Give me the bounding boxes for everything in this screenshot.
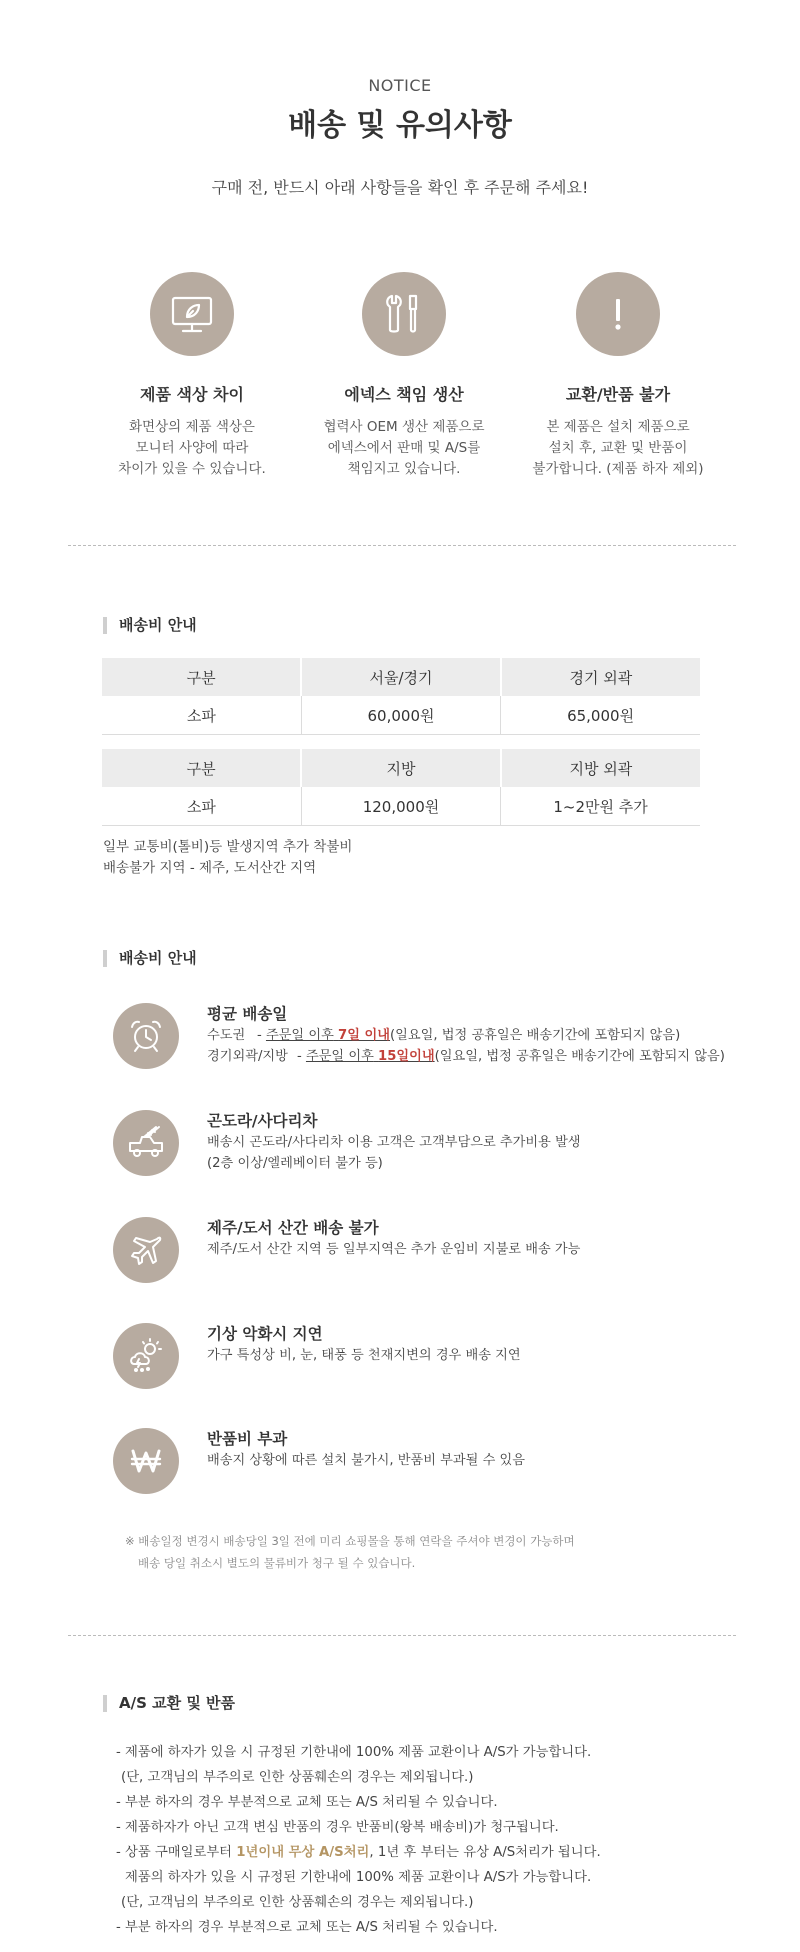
line-rest: (일요일, 법정 공휴일은 배송기간에 포함되지 않음) xyxy=(390,1028,681,1043)
monitor-icon xyxy=(169,291,215,337)
feature-color-difference xyxy=(82,272,302,480)
shipping-fee-heading: 배송비 안내 xyxy=(103,617,197,634)
delivery-line: 배송시 곤도라/사다리차 이용 고객은 고객부담으로 추가비용 발생 xyxy=(207,1135,581,1150)
table-cell: 소파 xyxy=(102,696,301,735)
dash: - xyxy=(297,1049,306,1064)
feature-title: 에넥스 책임 생산 xyxy=(344,385,464,404)
as-line: 제품의 하자가 있을 시 규정된 기한내에 100% 제품 교환이나 A/S가 가능합니다. xyxy=(125,1870,592,1885)
delivery-icon-circle xyxy=(113,1110,179,1176)
shipping-fee-table-2 xyxy=(102,749,700,826)
section-divider xyxy=(68,545,736,546)
as-line: - 부분 하자의 경우 부분적으로 교체 또는 A/S 처리될 수 있습니다. xyxy=(116,1795,498,1810)
under-text: 주문일 이후 xyxy=(305,1049,374,1064)
delivery-line: (2층 이상/엘레베이터 불가 등) xyxy=(207,1156,383,1171)
as-line-pre: - 상품 구매일로부터 xyxy=(116,1845,237,1860)
table-cell: 소파 xyxy=(102,787,301,826)
footnote-line: ※ 배송일정 변경시 배송당일 3일 전에 미리 쇼핑몰을 통해 연락을 주셔야 변경이 가능하며 xyxy=(125,1534,575,1548)
table-header: 구분 xyxy=(102,658,301,696)
area-label: 수도권 xyxy=(207,1028,246,1043)
line-rest: (일요일, 법정 공휴일은 배송기간에 포함되지 않음) xyxy=(434,1049,725,1064)
feature-no-return xyxy=(508,272,728,480)
table-header: 지방 xyxy=(301,749,500,787)
as-line: - 부분 하자의 경우 부분적으로 교체 또는 A/S 처리될 수 있습니다. xyxy=(116,1920,498,1935)
section-divider xyxy=(68,1635,736,1636)
airplane-icon xyxy=(127,1231,165,1269)
feature-circle xyxy=(150,272,234,356)
delivery-item-title: 반품비 부과 xyxy=(207,1430,288,1448)
as-line xyxy=(116,1840,601,1865)
alarm-clock-icon xyxy=(127,1017,165,1055)
delivery-item-text xyxy=(207,1110,747,1174)
delivery-item-title: 기상 악화시 지연 xyxy=(207,1325,323,1343)
feature-desc: 본 제품은 설치 제품으로 설치 후, 교환 및 반품이 불가합니다. (제품 하자 제외) xyxy=(532,419,704,477)
delivery-item-title: 곤도라/사다리차 xyxy=(207,1112,318,1130)
shipping-notes xyxy=(103,837,352,879)
as-list xyxy=(116,1740,601,1940)
table-cell: 65,000원 xyxy=(501,696,700,735)
delivery-footnote xyxy=(125,1530,575,1574)
feature-circle xyxy=(362,272,446,356)
delivery-line xyxy=(207,1025,747,1046)
delivery-icon-circle xyxy=(113,1003,179,1069)
feature-title: 제품 색상 차이 xyxy=(140,385,244,404)
table-header: 구분 xyxy=(102,749,301,787)
highlight-days: 15일이내 xyxy=(378,1049,435,1064)
delivery-item-text xyxy=(207,1323,747,1366)
table-cell: 60,000원 xyxy=(301,696,500,735)
delivery-icon-circle xyxy=(113,1217,179,1283)
feature-enex-production xyxy=(294,272,514,480)
page-subtitle: 구매 전, 반드시 아래 사항들을 확인 후 주문해 주세요! xyxy=(211,178,589,197)
under-text: 주문일 이후 xyxy=(265,1028,334,1043)
delivery-item-text xyxy=(207,1428,747,1471)
feature-desc: 협력사 OEM 생산 제품으로 에넥스에서 판매 및 A/S를 책임지고 있습니다. xyxy=(323,419,485,477)
delivery-info-heading: 배송비 안내 xyxy=(103,950,197,967)
delivery-item-text xyxy=(207,1217,747,1260)
table-header: 경기 외곽 xyxy=(501,658,700,696)
table-header-row xyxy=(102,749,700,787)
won-icon xyxy=(128,1443,164,1479)
underlined-text xyxy=(306,1049,435,1064)
feature-circle xyxy=(576,272,660,356)
table-row xyxy=(102,696,700,735)
as-line: - 제품에 하자가 있을 시 규정된 기한내에 100% 제품 교환이나 A/S가 가능합니다. xyxy=(116,1745,592,1760)
delivery-line: 가구 특성상 비, 눈, 태풍 등 천재지변의 경우 배송 지연 xyxy=(207,1348,521,1363)
weather-icon xyxy=(126,1336,166,1376)
as-line: (단, 고객님의 부주의로 인한 상품훼손의 경우는 제외됩니다.) xyxy=(121,1895,474,1910)
delivery-line xyxy=(207,1046,747,1067)
free-as-highlight: 1년이내 무상 A/S처리 xyxy=(236,1845,370,1860)
as-heading: A/S 교환 및 반품 xyxy=(103,1695,235,1712)
delivery-line: 제주/도서 산간 지역 등 일부지역은 추가 운임비 지불로 배송 가능 xyxy=(207,1242,581,1257)
area-label: 경기외곽/지방 xyxy=(207,1049,288,1064)
tools-icon xyxy=(381,291,427,337)
as-line-post: , 1년 후 부터는 유상 A/S처리가 됩니다. xyxy=(369,1845,601,1860)
table-row xyxy=(102,787,700,826)
ladder-truck-icon xyxy=(126,1123,166,1163)
delivery-line: 배송지 상황에 따른 설치 불가시, 반품비 부과될 수 있음 xyxy=(207,1453,525,1468)
page-title: 배송 및 유의사항 xyxy=(288,108,512,143)
table-header-row xyxy=(102,658,700,696)
shipping-fee-table-1 xyxy=(102,658,700,735)
table-header: 지방 외곽 xyxy=(501,749,700,787)
dash: - xyxy=(257,1028,266,1043)
as-line: (단, 고객님의 부주의로 인한 상품훼손의 경우는 제외됩니다.) xyxy=(121,1770,474,1785)
feature-title: 교환/반품 불가 xyxy=(565,385,671,404)
notice-label: NOTICE xyxy=(368,76,432,95)
shipping-note: 배송불가 지역 - 제주, 도서산간 지역 xyxy=(103,860,317,876)
as-line: - 제품하자가 아닌 고객 변심 반품의 경우 반품비(왕복 배송비)가 청구됩니다. xyxy=(116,1820,559,1835)
delivery-icon-circle xyxy=(113,1323,179,1389)
delivery-item-title: 평균 배송일 xyxy=(207,1005,288,1023)
table-cell: 120,000원 xyxy=(301,787,500,826)
highlight-days: 7일 이내 xyxy=(338,1028,391,1043)
underlined-text xyxy=(266,1028,390,1043)
delivery-icon-circle xyxy=(113,1428,179,1494)
table-cell: 1~2만원 추가 xyxy=(501,787,700,826)
shipping-note: 일부 교통비(톨비)등 발생지역 추가 착불비 xyxy=(103,839,353,855)
delivery-item-title: 제주/도서 산간 배송 불가 xyxy=(207,1219,379,1237)
feature-desc: 화면상의 제품 색상은 모니터 사양에 따라 차이가 있을 수 있습니다. xyxy=(118,419,266,477)
table-header: 서울/경기 xyxy=(301,658,500,696)
delivery-item-text xyxy=(207,1003,747,1067)
footnote-line: 배송 당일 취소시 별도의 물류비가 청구 될 수 있습니다. xyxy=(138,1556,416,1570)
exclamation-icon xyxy=(595,291,641,337)
